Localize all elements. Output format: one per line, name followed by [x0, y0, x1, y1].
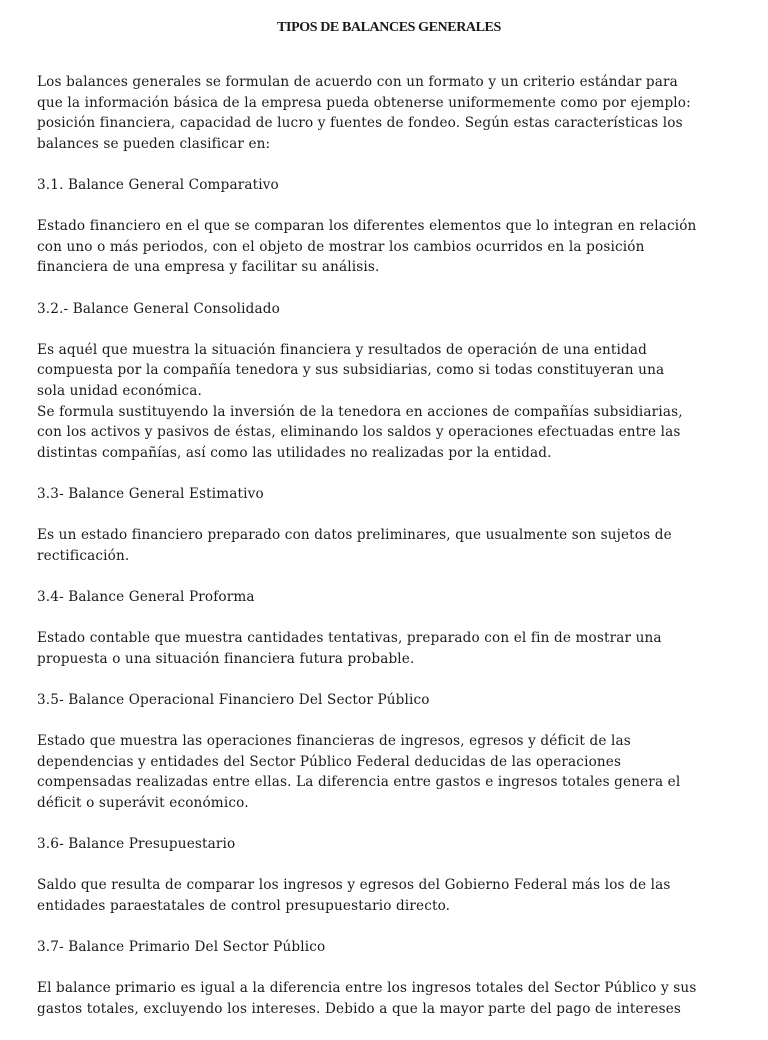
section-paragraph: [37, 978, 743, 1019]
section-heading: 3.6- Balance Presupuestario: [37, 835, 236, 852]
document-title: TIPOS DE BALANCES GENERALES: [277, 20, 501, 35]
text-line: Saldo que resulta de comparar los ingresos y egresos del Gobierno Federal más los de las: [37, 877, 671, 894]
text-line: Estado financiero en el que se comparan los diferentes elementos que lo integran en relación: [37, 218, 697, 235]
section-paragraph: [37, 525, 743, 566]
text-line: sola unidad económica.: [37, 382, 202, 399]
text-line: El balance primario es igual a la diferencia entre los ingresos totales del Sector Público y sus: [37, 980, 697, 997]
section-paragraph: [37, 340, 743, 464]
text-line: Los balances generales se formulan de acuerdo con un formato y un criterio estándar para: [37, 74, 678, 90]
text-line: propuesta o una situación financiera futura probable.: [37, 650, 415, 667]
section-heading: 3.1. Balance General Comparativo: [37, 176, 279, 193]
section-paragraph: [37, 731, 743, 813]
text-line: Se formula sustituyendo la inversión de la tenedora en acciones de compañías subsidiarias,: [37, 403, 683, 420]
text-line: entidades paraestatales de control presupuestario directo.: [37, 897, 451, 914]
text-line: déficit o superávit económico.: [37, 794, 249, 811]
text-line: Es aquél que muestra la situación financiera y resultados de operación de una entidad: [37, 341, 647, 358]
text-line: con los activos y pasivos de éstas, eliminando los saldos y operaciones efectuadas entre las: [37, 424, 681, 441]
text-line: distintas compañías, así como las utilidades no realizadas por la entidad.: [37, 444, 552, 461]
section-heading: 3.5- Balance Operacional Financiero Del Sector Público: [37, 691, 430, 708]
section-heading: 3.7- Balance Primario Del Sector Público: [37, 938, 326, 955]
text-line: Es un estado financiero preparado con datos preliminares, que usualmente son sujetos de: [37, 527, 672, 544]
text-line: Estado que muestra las operaciones financieras de ingresos, egresos y déficit de las: [37, 733, 631, 749]
text-line: compensadas realizadas entre ellas. La diferencia entre gastos e ingresos totales genera el: [37, 774, 681, 791]
text-line: con uno o más periodos, con el objeto de mostrar los cambios ocurridos en la posición: [37, 238, 645, 255]
section-paragraph: [37, 875, 743, 916]
section-paragraph: [37, 216, 743, 278]
section-heading: 3.2.- Balance General Consolidado: [37, 300, 280, 317]
text-line: rectificación.: [37, 547, 130, 564]
section-heading: 3.3- Balance General Estimativo: [37, 485, 264, 502]
section-paragraph: [37, 628, 743, 669]
section-heading: 3.4- Balance General Proforma: [37, 588, 255, 605]
document-body: [37, 72, 743, 1040]
intro-paragraph: [37, 72, 743, 154]
text-line: gastos totales, excluyendo los intereses. Debido a que la mayor parte del pago de intereses: [37, 1000, 682, 1017]
text-line: posición financiera, capacidad de lucro y fuentes de fondeo. Según estas características los: [37, 115, 683, 132]
text-line: que la información básica de la empresa pueda obtenerse uniformemente como por ejemplo:: [37, 94, 691, 111]
text-line: Estado contable que muestra cantidades tentativas, preparado con el fin de mostrar una: [37, 630, 662, 647]
text-line: financiera de una empresa y facilitar su análisis.: [37, 259, 380, 276]
text-line: dependencias y entidades del Sector Público Federal deducidas de las operaciones: [37, 753, 622, 770]
text-line: compuesta por la compañía tenedora y sus subsidiarias, como si todas constituyeran una: [37, 362, 665, 379]
text-line: balances se pueden clasificar en:: [37, 135, 271, 152]
